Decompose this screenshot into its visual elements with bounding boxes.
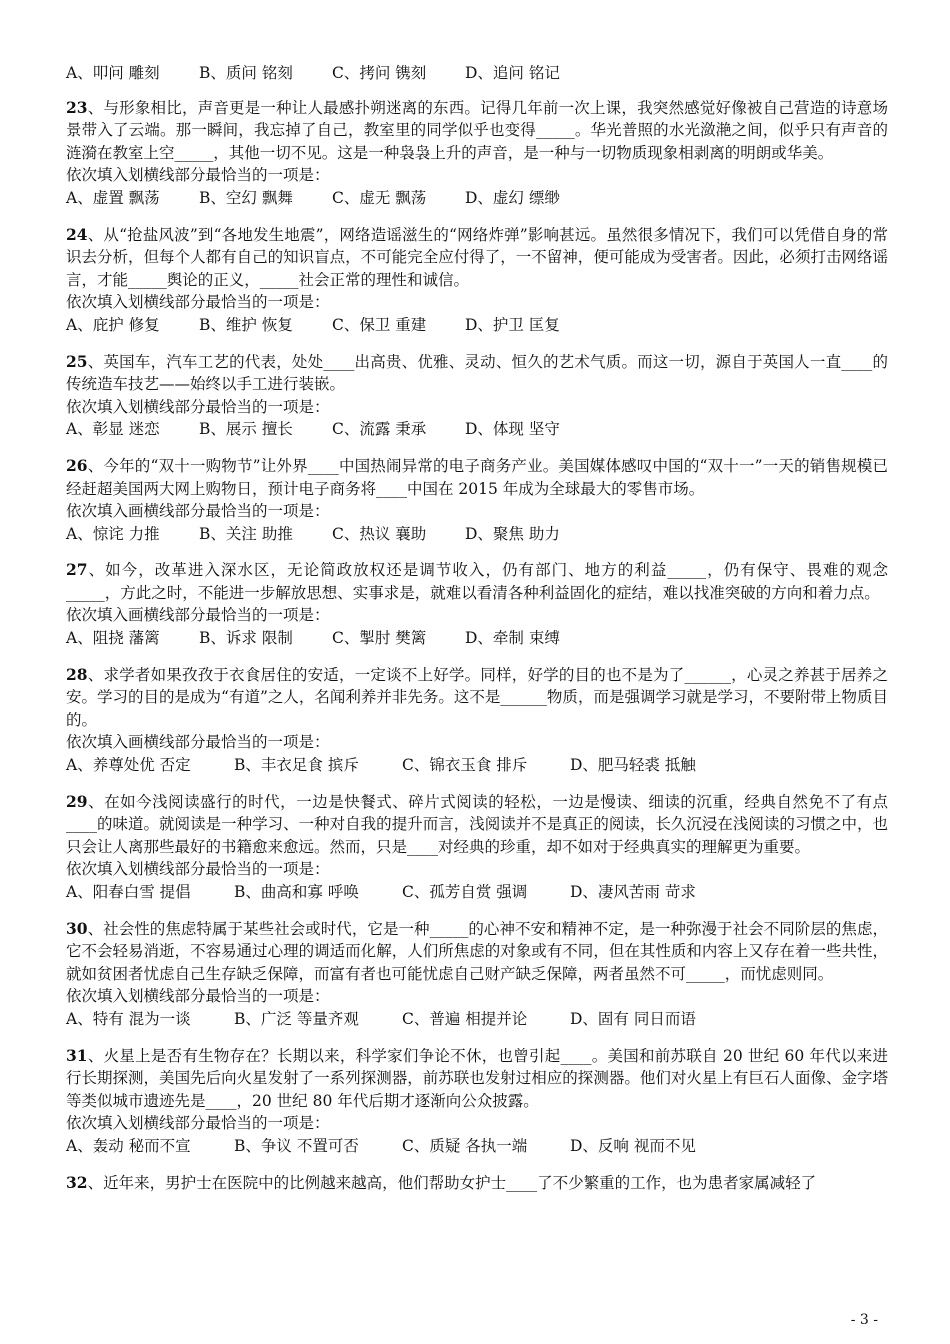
question-prompt: 依次填入划横线部分最恰当的一项是： [66, 860, 330, 879]
question-number: 27 [66, 560, 88, 580]
option-b: B、空幻 飘舞 [199, 188, 293, 207]
question-number: 25 [66, 351, 88, 371]
option-d: D、反响 视而不见 [570, 1136, 696, 1155]
option-b: B、争议 不置可否 [234, 1136, 359, 1155]
option-c: C、锦衣玉食 排斥 [402, 756, 528, 775]
option-d: D、追问 铭记 [465, 64, 560, 82]
option-d: D、凄风苦雨 苛求 [570, 883, 696, 901]
option-a: A、养尊处优 否定 [66, 756, 191, 775]
question-stem [66, 455, 888, 500]
question-26 [66, 455, 888, 545]
question-prompt: 依次填入画横线部分最恰当的一项是： [66, 733, 330, 752]
question-number: 28 [66, 664, 88, 684]
question-number: 24 [66, 224, 88, 244]
option-c: C、拷问 镌刻 [332, 64, 427, 82]
option-a: A、叩问 雕刻 [66, 64, 160, 82]
question-prompt: 依次填入划横线部分最恰当的一项是： [66, 397, 330, 416]
options-row [66, 314, 888, 337]
option-b: B、曲高和寡 呼唤 [234, 883, 359, 901]
question-prompt: 依次填入画横线部分最恰当的一项是： [66, 502, 330, 521]
option-a: A、彰显 迷恋 [66, 420, 160, 439]
option-a: A、虚置 飘荡 [66, 188, 160, 207]
option-a: A、阳春白雪 提倡 [66, 883, 191, 901]
options-row [66, 523, 888, 546]
question-stem [66, 559, 888, 604]
option-c: C、普遍 相提并论 [402, 1009, 528, 1028]
question-number: 29 [66, 791, 88, 811]
question-25 [66, 351, 888, 441]
question-stem [66, 1045, 888, 1113]
q22-options [66, 62, 888, 85]
option-c: C、掣肘 樊篱 [332, 629, 427, 648]
options-row [66, 754, 888, 777]
option-a: A、庇护 修复 [66, 315, 160, 334]
question-text: 、英国车，汽车工艺的代表，处处____出高贵、优雅、灵动、恒久的艺术气质。而这一切，源自于英国人一直____的传统造车技艺——始终以手工进行装嵌。 [66, 352, 888, 394]
option-d: D、肥马轻裘 抵触 [570, 756, 696, 775]
question-stem [66, 664, 888, 732]
options-row [66, 1008, 888, 1031]
option-a: A、特有 混为一谈 [66, 1009, 191, 1028]
options-row [66, 1135, 888, 1158]
question-stem [66, 918, 888, 986]
question-prompt: 依次填入画横线部分最恰当的一项是： [66, 606, 330, 625]
question-prompt: 依次填入划横线部分最恰当的一项是： [66, 293, 330, 312]
question-prompt: 依次填入划横线部分最恰当的一项是： [66, 1114, 330, 1133]
option-b: B、质问 铭刻 [199, 64, 293, 82]
question-text: 、在如今浅阅读盛行的时代，一边是快餐式、碎片式阅读的轻松，一边是慢读、细读的沉重，经典自然免不了有点____的味道。就阅读是一种学习、一种对自我的提升而言，浅阅读并不是真正的阅读，长久沉浸在浅阅读的习惯之中，也只会让人离那些最好的书籍愈来愈远。然而，只是____对经典的珍重，却不如对于经典真实的理解更为重要。 [66, 792, 888, 856]
question-text: 、社会性的焦虑特属于某些社会或时代，它是一种_____的心神不安和精神不定，是一种弥漫于社会不同阶层的焦虑，它不会轻易消逝，不容易通过心理的调适而化解，人们所焦虑的对象或有不同，但在其性质和内容上又存在着一些共性，就如贫困者忧虑自己生存缺乏保障，而富有者也可能忧虑自己财产缺乏保障，两者虽然不可_____，而忧虑则同。 [66, 919, 888, 983]
option-d: D、体现 坚守 [465, 420, 560, 439]
question-text: 、从“抢盐风波”到“各地发生地震”，网络造谣滋生的“网络炸弹”影响甚远。虽然很多情况下，我们可以凭借自身的常识去分析，但每个人都有自己的知识盲点，不可能完全应付得了，一不留神，便可能成为受害者。因此，必须打击网络谣言，才能_____舆论的正义，_____社会正常的理性和诚信。 [66, 225, 888, 289]
option-c: C、保卫 重建 [332, 315, 427, 334]
option-d: D、护卫 匡复 [465, 315, 560, 334]
question-24 [66, 224, 888, 337]
options-row [66, 418, 888, 441]
question-text: 、与形象相比，声音更是一种让人最感扑朔迷离的东西。记得几年前一次上课，我突然感觉好像被自己营造的诗意场景带入了云端。那一瞬间，我忘掉了自己，教室里的同学似乎也变得_____。华光普照的水光潋滟之间，似乎只有声音的涟漪在教室上空_____，其他一切不见。这是一种袅袅上升的声音，是一种与一切物质现象相剥离的明朗或华美。 [66, 98, 888, 162]
question-30 [66, 918, 888, 1031]
question-number: 30 [66, 918, 88, 938]
option-c: C、质疑 各执一端 [402, 1136, 528, 1155]
question-29 [66, 791, 888, 904]
question-32 [66, 1172, 888, 1195]
question-text: 、如今，改革进入深水区，无论简政放权还是调节收入，仍有部门、地方的利益_____，仍有保守、畏难的观念_____，方此之时，不能进一步解放思想、实事求是，就难以看清各种利益固化的症结，难以找准突破的方向和着力点。 [66, 561, 888, 602]
question-stem [66, 1172, 888, 1195]
question-stem [66, 97, 888, 165]
option-b: B、丰衣足食 摈斥 [234, 756, 359, 775]
option-a: A、轰动 秘而不宣 [66, 1136, 191, 1155]
option-c: C、热议 襄助 [332, 524, 427, 543]
option-d: D、固有 同日而语 [570, 1009, 696, 1028]
option-b: B、展示 擅长 [199, 420, 293, 439]
option-b: B、关注 助推 [199, 524, 293, 543]
question-text: 、求学者如果孜孜于衣食居住的安适，一定谈不上好学。同样，好学的目的也不是为了______，心灵之养甚于居养之安。学习的目的是成为“有道”之人，名闻利养并非先务。这不是______物质，而是强调学习就是学习，不要附带上物质目的。 [66, 665, 888, 729]
document-page [66, 62, 888, 1208]
option-a: A、惊诧 力推 [66, 524, 160, 543]
question-number: 26 [66, 455, 88, 475]
options-row [66, 187, 888, 210]
question-28 [66, 664, 888, 777]
option-c: C、孤芳自赏 强调 [402, 883, 528, 901]
options-row [66, 627, 888, 650]
question-stem [66, 224, 888, 292]
option-c: C、流露 秉承 [332, 420, 427, 439]
question-text: 、火星上是否有生物存在？长期以来，科学家们争论不休，也曾引起____。美国和前苏联自 20 世纪 60 年代以来进行长期探测，美国先后向火星发射了一系列探测器，前苏联也发射过相应的探测器。他们对火星上有巨石人面像、金字塔等类似城市遗迹先是____，20 世纪 80 年代后期才逐渐向公众披露。 [66, 1046, 888, 1110]
question-stem [66, 791, 888, 859]
question-stem [66, 351, 888, 396]
question-text: 、近年来，男护士在医院中的比例越来越高，他们帮助女护士____了不少繁重的工作，也为患者家属减轻了 [87, 1173, 817, 1192]
option-b: B、广泛 等量齐观 [234, 1009, 359, 1028]
option-d: D、虚幻 缥缈 [465, 188, 560, 207]
question-prompt: 依次填入划横线部分最恰当的一项是： [66, 987, 330, 1006]
option-d: D、牵制 束缚 [465, 629, 560, 648]
option-d: D、聚焦 助力 [465, 524, 560, 543]
option-b: B、诉求 限制 [199, 629, 293, 648]
question-27 [66, 559, 888, 649]
question-number: 32 [66, 1172, 88, 1192]
options-row [66, 881, 888, 904]
option-b: B、维护 恢复 [199, 315, 293, 334]
question-number: 23 [66, 97, 88, 117]
question-31 [66, 1045, 888, 1158]
option-a: A、阻挠 藩篱 [66, 629, 160, 648]
question-prompt: 依次填入划横线部分最恰当的一项是： [66, 166, 330, 185]
question-text: 、今年的“双十一购物节”让外界____中国热闹异常的电子商务产业。美国媒体感叹中国的“双十一”一天的销售规模已经赶超美国两大网上购物日，预计电子商务将____中国在 2015 年成为全球最大的零售市场。 [66, 456, 888, 498]
question-number: 31 [66, 1045, 88, 1065]
option-c: C、虚无 飘荡 [332, 188, 427, 207]
question-23 [66, 97, 888, 210]
page-number: - 3 - [850, 1312, 878, 1328]
